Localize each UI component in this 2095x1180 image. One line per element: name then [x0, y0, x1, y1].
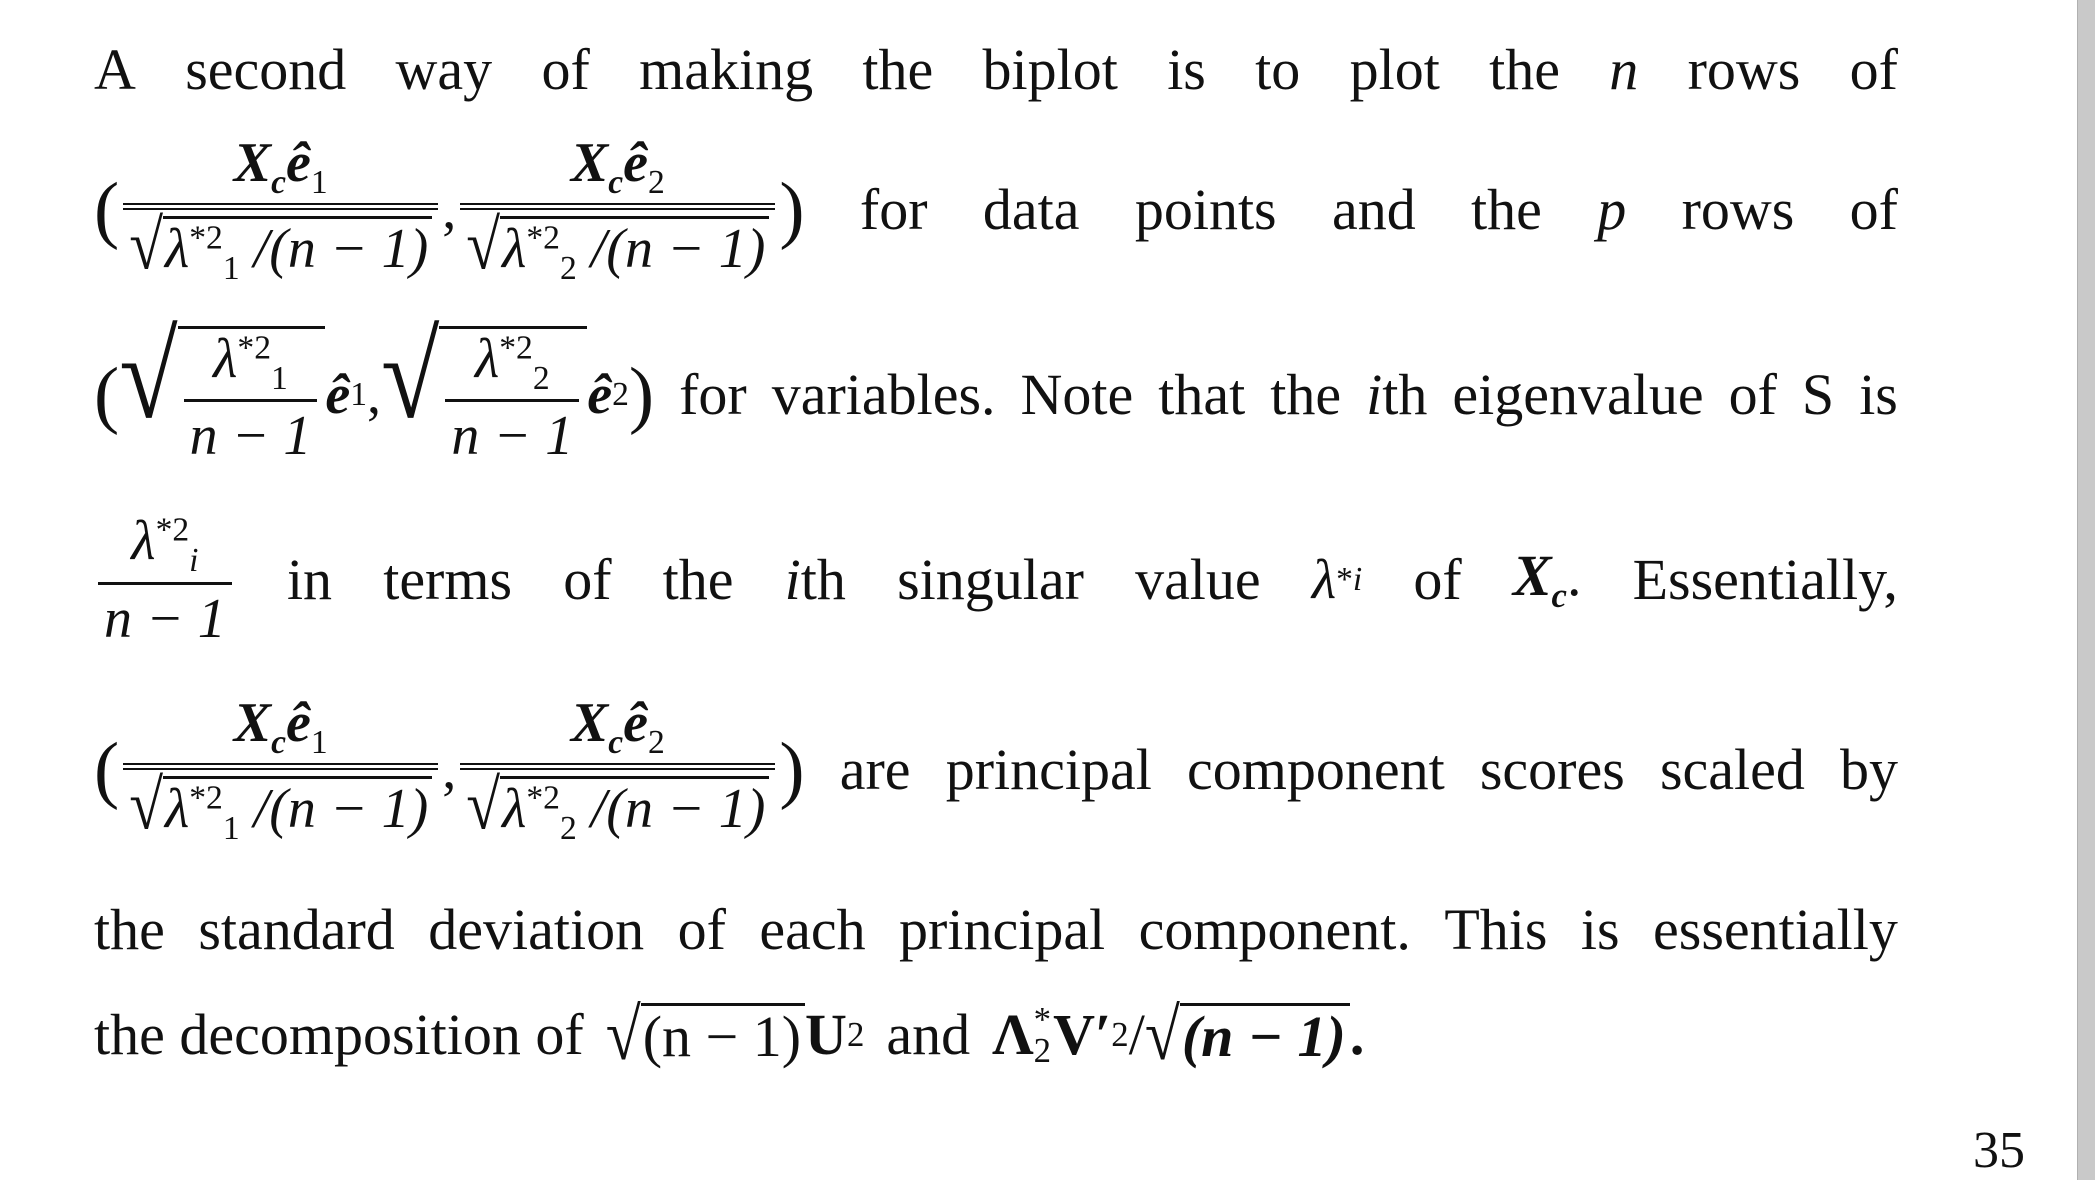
numerator: $X_cê_1$ — [233, 131, 328, 201]
word: is — [1580, 897, 1620, 962]
word: rows — [1681, 177, 1795, 242]
word: the — [862, 37, 934, 102]
word: scaled — [1659, 737, 1805, 802]
text-line-3 — [94, 308, 1898, 468]
formula-Lambda-V2: Λ * 2 V′ 2 / √ (n − 1) . — [992, 993, 1365, 1076]
word: of — [1849, 177, 1898, 242]
word: of — [1728, 362, 1777, 427]
variable-p: p — [1597, 177, 1627, 242]
word: each — [759, 897, 866, 962]
formula-singular-value: λ * i — [1311, 549, 1363, 611]
word: of — [563, 547, 612, 612]
text-line-1 — [94, 37, 1898, 102]
word: and — [1331, 177, 1416, 242]
word: deviation — [428, 897, 645, 962]
text-line-5 — [94, 691, 1898, 847]
word: component — [1186, 737, 1445, 802]
fraction: $\frac{\lambda^{*2}_2}{n - 1}$ — [445, 331, 579, 464]
word: principal — [899, 897, 1106, 962]
text-line-7 — [94, 995, 1898, 1075]
word: for — [679, 362, 747, 427]
denominator — [460, 203, 775, 285]
word: data — [982, 177, 1080, 242]
word: is — [1167, 37, 1206, 102]
formula-scaled-scores: ( $X_cê_1$ √ $\lambda^{*2}_1$ /(n − 1) , $X_cê_2$ √ $\lambda^{*2}_2$ /(n − 1) ) — [94, 131, 805, 287]
word: of — [541, 37, 590, 102]
variable-n: n — [1609, 37, 1639, 102]
word: This — [1444, 897, 1548, 962]
word: points — [1134, 177, 1277, 242]
word: terms — [383, 547, 513, 612]
word: essentially — [1653, 897, 1898, 962]
word: of — [677, 897, 726, 962]
word: of — [1413, 547, 1462, 612]
word: way — [395, 37, 493, 102]
text-line-2 — [94, 131, 1898, 287]
word: is — [1859, 362, 1898, 427]
word: plot — [1349, 37, 1440, 102]
close-paren: ) — [779, 168, 805, 252]
formula-eigenvalue — [94, 510, 236, 650]
text-line-6 — [94, 897, 1898, 962]
text-line-4 — [94, 510, 1898, 650]
word: A — [94, 37, 136, 102]
open-paren: ( — [94, 168, 120, 252]
scrollbar-track[interactable] — [2077, 0, 2095, 1180]
numerator: $X_cê_2$ — [570, 131, 665, 201]
word: scores — [1479, 737, 1625, 802]
fraction: $X_cê_1$ √ $\lambda^{*2}_1$ /(n − 1) — [123, 695, 438, 846]
fraction: $\frac{\lambda^{*2}_i}{n - 1}$ — [98, 513, 232, 646]
text-run: the decomposition of — [94, 1002, 584, 1067]
word: are — [839, 737, 911, 802]
formula-sqrt-U2: √ (n − 1) U 2 — [605, 993, 865, 1076]
word: value — [1135, 547, 1261, 612]
word: S — [1801, 362, 1835, 427]
word: eigenvalue — [1452, 362, 1704, 427]
word: rows — [1687, 37, 1801, 102]
word: second — [185, 37, 347, 102]
fraction: $X_cê_2$ √ $\lambda^{*2}_2$ /(n − 1) — [460, 695, 775, 846]
word: by — [1840, 737, 1898, 802]
fraction — [460, 131, 775, 287]
word: principal — [945, 737, 1152, 802]
word: biplot — [982, 37, 1118, 102]
word: standard — [198, 897, 395, 962]
sqrt: √ $\lambda^{*2}_1$ /(n − 1) — [129, 216, 432, 285]
word: for — [859, 177, 928, 242]
word: the — [1489, 37, 1560, 102]
word: to — [1255, 37, 1301, 102]
word: the — [1471, 177, 1542, 242]
sqrt: √ $\frac{\lambda^{*2}_2}{n - 1}$ — [381, 326, 587, 464]
word-ith: ith — [784, 547, 846, 612]
word: in — [286, 547, 333, 612]
sqrt: √ $\frac{\lambda^{*2}_1}{n - 1}$ — [119, 326, 325, 464]
word: the — [1270, 362, 1342, 427]
word: Note — [1020, 362, 1134, 427]
page-number: 35 — [1973, 1122, 2025, 1179]
denominator — [123, 203, 438, 285]
word: singular — [897, 547, 1084, 612]
word: making — [639, 37, 814, 102]
fraction: $\frac{\lambda^{*2}_1}{n - 1}$ — [184, 331, 318, 464]
fraction — [123, 131, 438, 287]
word: Essentially, — [1632, 547, 1898, 612]
word: that — [1158, 362, 1246, 427]
word: of — [1849, 37, 1898, 102]
word-ith: ith — [1366, 362, 1428, 427]
formula-scaled-scores: ( $X_cê_1$ √ $\lambda^{*2}_1$ /(n − 1) , $X_cê_2$ √ $\lambda^{*2}_2$ /(n − 1) ) — [94, 691, 805, 847]
word: and — [886, 1002, 971, 1067]
formula-variable-loadings: ( √ $\frac{\lambda^{*2}_1}{n - 1}$ ê 1 , √ $\frac{\lambda^{*2}_2}{n - 1}$ ê 2 ) — [94, 308, 655, 468]
formula-Xc: $X_c$. — [1512, 542, 1582, 615]
word: the — [662, 547, 734, 612]
sqrt: √ $\lambda^{*2}_2$ /(n − 1) — [466, 216, 769, 285]
word: component. — [1138, 897, 1411, 962]
word: variables. — [771, 362, 996, 427]
word: the — [94, 897, 165, 962]
